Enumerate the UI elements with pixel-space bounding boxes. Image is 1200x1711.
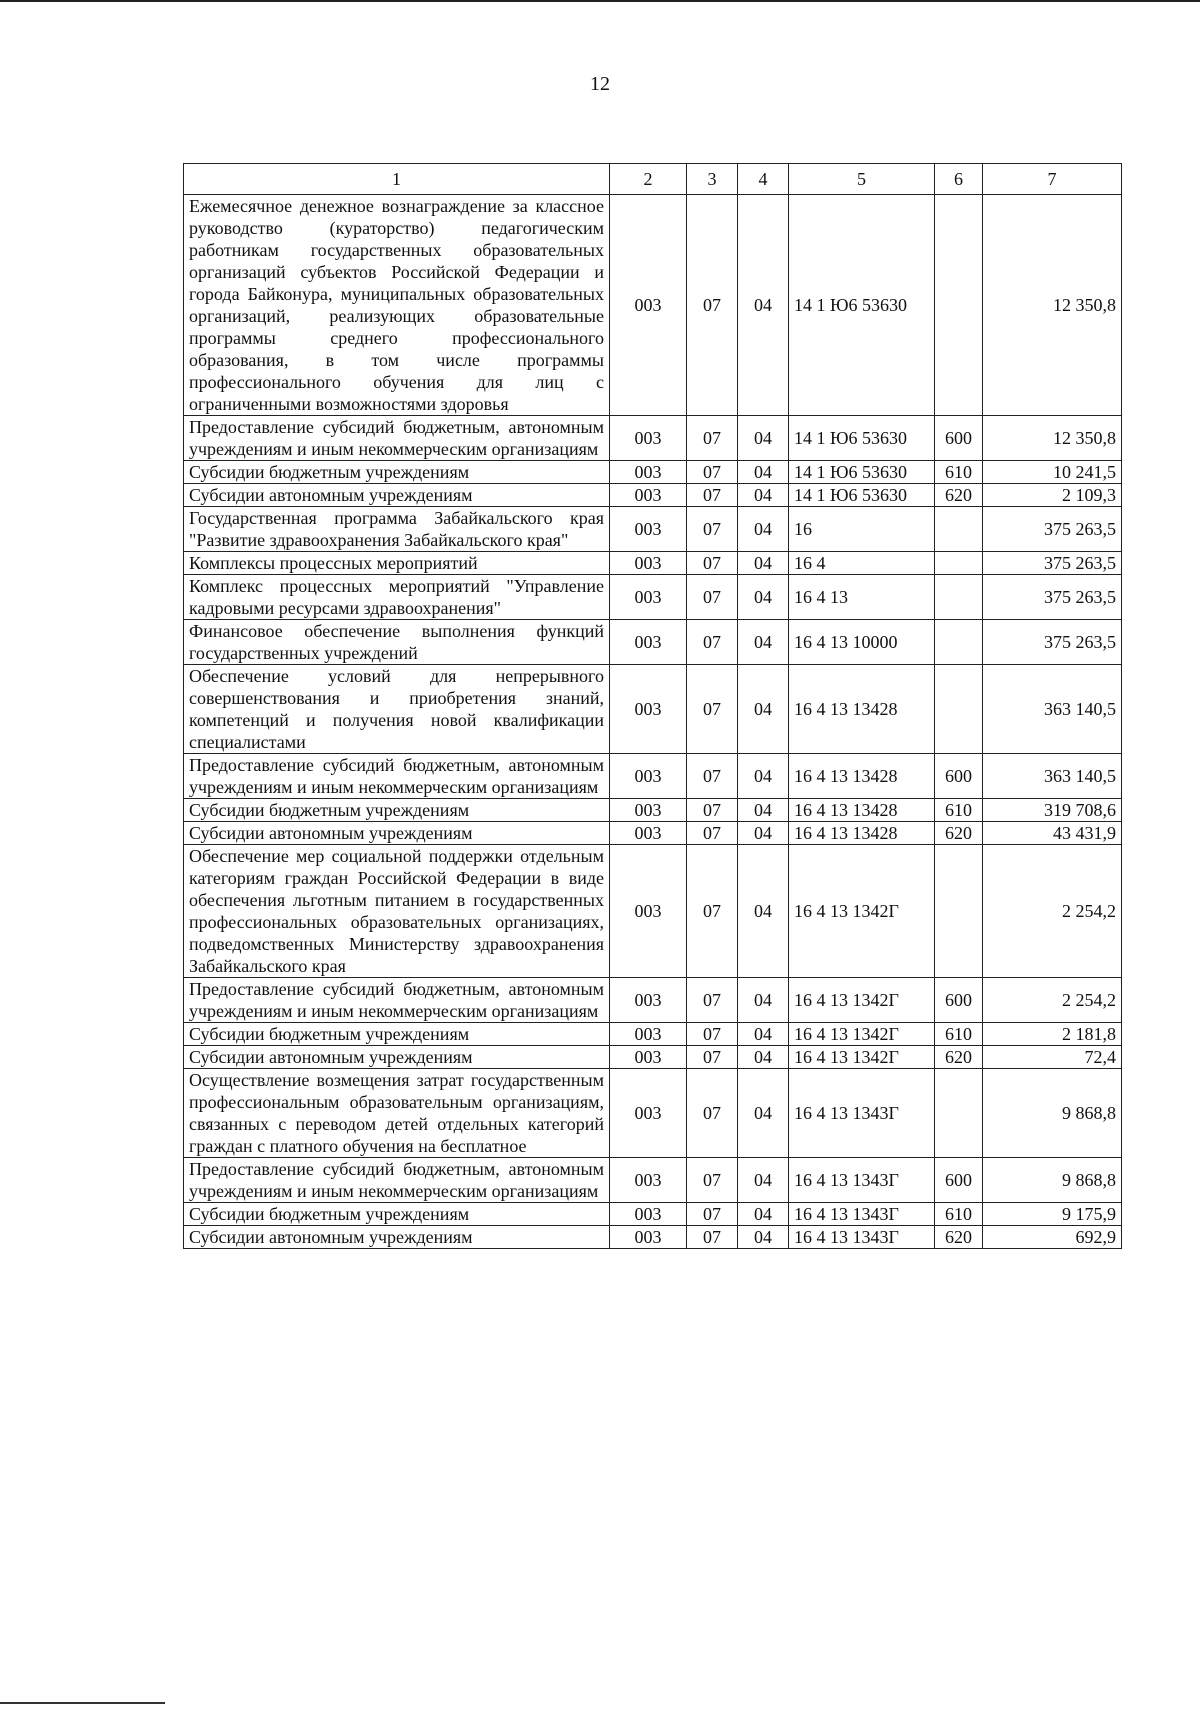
expense-type-cell: 600 <box>935 416 983 461</box>
ministry-code-cell: 003 <box>610 620 687 665</box>
column-header: 7 <box>983 164 1122 195</box>
section-code-cell: 07 <box>687 575 738 620</box>
item-name-cell: Обеспечение условий для непрерывного совершенствования и приобретения знаний, компетенций и получения новой квалификации специалистами <box>184 665 610 754</box>
column-header: 6 <box>935 164 983 195</box>
expense-type-cell <box>935 1069 983 1158</box>
amount-cell: 375 263,5 <box>983 507 1122 552</box>
amount-cell: 72,4 <box>983 1046 1122 1069</box>
ministry-code-cell: 003 <box>610 665 687 754</box>
section-code-cell: 07 <box>687 620 738 665</box>
item-name-cell: Предоставление субсидий бюджетным, автономным учреждениям и иным некоммерческим организациям <box>184 978 610 1023</box>
section-code-cell: 07 <box>687 552 738 575</box>
table-row <box>184 978 1122 1023</box>
item-name-cell: Субсидии автономным учреждениям <box>184 822 610 845</box>
ministry-code-cell: 003 <box>610 754 687 799</box>
page-number: 12 <box>590 73 610 95</box>
target-article-cell: 16 4 13 1343Г <box>789 1203 935 1226</box>
amount-cell: 43 431,9 <box>983 822 1122 845</box>
item-name-cell: Субсидии автономным учреждениям <box>184 1046 610 1069</box>
table-header-row <box>184 164 1122 195</box>
subsection-code-cell: 04 <box>738 1046 789 1069</box>
amount-cell: 9 868,8 <box>983 1158 1122 1203</box>
subsection-code-cell: 04 <box>738 799 789 822</box>
ministry-code-cell: 003 <box>610 822 687 845</box>
ministry-code-cell: 003 <box>610 461 687 484</box>
expense-type-cell: 620 <box>935 822 983 845</box>
target-article-cell: 16 4 13 1342Г <box>789 978 935 1023</box>
target-article-cell: 16 4 13 13428 <box>789 799 935 822</box>
expense-type-cell: 620 <box>935 1046 983 1069</box>
subsection-code-cell: 04 <box>738 978 789 1023</box>
column-header: 5 <box>789 164 935 195</box>
section-code-cell: 07 <box>687 1069 738 1158</box>
table-row <box>184 620 1122 665</box>
expense-type-cell: 600 <box>935 1158 983 1203</box>
section-code-cell: 07 <box>687 507 738 552</box>
item-name-cell: Осуществление возмещения затрат государственным профессиональным образовательным организациям, связанных с переводом детей отдельных категорий граждан с платного обучения на бесплатное <box>184 1069 610 1158</box>
ministry-code-cell: 003 <box>610 845 687 978</box>
ministry-code-cell: 003 <box>610 1023 687 1046</box>
amount-cell: 375 263,5 <box>983 620 1122 665</box>
item-name-cell: Комплекс процессных мероприятий "Управление кадровыми ресурсами здравоохранения" <box>184 575 610 620</box>
amount-cell: 9 868,8 <box>983 1069 1122 1158</box>
target-article-cell: 16 4 13 1343Г <box>789 1158 935 1203</box>
table-row <box>184 507 1122 552</box>
table-row <box>184 416 1122 461</box>
ministry-code-cell: 003 <box>610 1046 687 1069</box>
amount-cell: 692,9 <box>983 1226 1122 1249</box>
table-row <box>184 195 1122 416</box>
target-article-cell: 16 4 13 1343Г <box>789 1226 935 1249</box>
expense-type-cell: 610 <box>935 1203 983 1226</box>
item-name-cell: Предоставление субсидий бюджетным, автономным учреждениям и иным некоммерческим организациям <box>184 754 610 799</box>
target-article-cell: 16 4 13 13428 <box>789 754 935 799</box>
target-article-cell: 16 4 13 1342Г <box>789 1046 935 1069</box>
column-header: 3 <box>687 164 738 195</box>
expense-type-cell: 620 <box>935 484 983 507</box>
table-row <box>184 665 1122 754</box>
expense-type-cell <box>935 507 983 552</box>
item-name-cell: Субсидии бюджетным учреждениям <box>184 461 610 484</box>
ministry-code-cell: 003 <box>610 484 687 507</box>
expense-type-cell: 610 <box>935 461 983 484</box>
column-header: 4 <box>738 164 789 195</box>
expense-type-cell <box>935 552 983 575</box>
expense-type-cell: 600 <box>935 754 983 799</box>
item-name-cell: Комплексы процессных мероприятий <box>184 552 610 575</box>
target-article-cell: 14 1 Ю6 53630 <box>789 416 935 461</box>
item-name-cell: Субсидии автономным учреждениям <box>184 484 610 507</box>
subsection-code-cell: 04 <box>738 575 789 620</box>
table-row <box>184 1158 1122 1203</box>
amount-cell: 9 175,9 <box>983 1203 1122 1226</box>
ministry-code-cell: 003 <box>610 552 687 575</box>
target-article-cell: 16 4 13 <box>789 575 935 620</box>
ministry-code-cell: 003 <box>610 507 687 552</box>
table-row <box>184 799 1122 822</box>
ministry-code-cell: 003 <box>610 1069 687 1158</box>
item-name-cell: Предоставление субсидий бюджетным, автономным учреждениям и иным некоммерческим организациям <box>184 416 610 461</box>
expense-type-cell: 620 <box>935 1226 983 1249</box>
expense-type-cell <box>935 195 983 416</box>
table-row <box>184 1069 1122 1158</box>
amount-cell: 363 140,5 <box>983 754 1122 799</box>
item-name-cell: Субсидии бюджетным учреждениям <box>184 799 610 822</box>
section-code-cell: 07 <box>687 754 738 799</box>
ministry-code-cell: 003 <box>610 978 687 1023</box>
item-name-cell: Предоставление субсидий бюджетным, автономным учреждениям и иным некоммерческим организациям <box>184 1158 610 1203</box>
item-name-cell: Субсидии автономным учреждениям <box>184 1226 610 1249</box>
column-header: 1 <box>184 164 610 195</box>
ministry-code-cell: 003 <box>610 575 687 620</box>
section-code-cell: 07 <box>687 1046 738 1069</box>
subsection-code-cell: 04 <box>738 507 789 552</box>
target-article-cell: 16 4 13 1343Г <box>789 1069 935 1158</box>
target-article-cell: 14 1 Ю6 53630 <box>789 461 935 484</box>
table-row <box>184 461 1122 484</box>
table-row <box>184 1226 1122 1249</box>
table-row <box>184 1023 1122 1046</box>
subsection-code-cell: 04 <box>738 461 789 484</box>
expense-type-cell <box>935 620 983 665</box>
target-article-cell: 16 4 13 1342Г <box>789 845 935 978</box>
item-name-cell: Субсидии бюджетным учреждениям <box>184 1203 610 1226</box>
expense-type-cell <box>935 845 983 978</box>
table-row <box>184 552 1122 575</box>
amount-cell: 2 254,2 <box>983 845 1122 978</box>
subsection-code-cell: 04 <box>738 552 789 575</box>
expense-type-cell <box>935 575 983 620</box>
expense-type-cell: 600 <box>935 978 983 1023</box>
target-article-cell: 14 1 Ю6 53630 <box>789 484 935 507</box>
table-row <box>184 575 1122 620</box>
section-code-cell: 07 <box>687 1023 738 1046</box>
section-code-cell: 07 <box>687 416 738 461</box>
expense-type-cell <box>935 665 983 754</box>
section-code-cell: 07 <box>687 461 738 484</box>
target-article-cell: 16 4 13 13428 <box>789 822 935 845</box>
budget-table <box>183 163 1122 1249</box>
target-article-cell: 16 4 13 13428 <box>789 665 935 754</box>
subsection-code-cell: 04 <box>738 484 789 507</box>
table-row <box>184 1046 1122 1069</box>
subsection-code-cell: 04 <box>738 195 789 416</box>
section-code-cell: 07 <box>687 822 738 845</box>
amount-cell: 12 350,8 <box>983 195 1122 416</box>
table-row <box>184 484 1122 507</box>
section-code-cell: 07 <box>687 1158 738 1203</box>
section-code-cell: 07 <box>687 484 738 507</box>
ministry-code-cell: 003 <box>610 1158 687 1203</box>
target-article-cell: 16 <box>789 507 935 552</box>
column-header: 2 <box>610 164 687 195</box>
bottom-edge-line <box>0 1702 165 1704</box>
subsection-code-cell: 04 <box>738 416 789 461</box>
subsection-code-cell: 04 <box>738 1158 789 1203</box>
item-name-cell: Обеспечение мер социальной поддержки отдельным категориям граждан Российской Федерации в виде обеспечения льготным питанием в государственных профессиональных образовательных организациях, подведомственных Министерству здравоохранения Забайкальского края <box>184 845 610 978</box>
ministry-code-cell: 003 <box>610 195 687 416</box>
subsection-code-cell: 04 <box>738 1203 789 1226</box>
ministry-code-cell: 003 <box>610 416 687 461</box>
amount-cell: 2 254,2 <box>983 978 1122 1023</box>
section-code-cell: 07 <box>687 845 738 978</box>
subsection-code-cell: 04 <box>738 1226 789 1249</box>
expense-type-cell: 610 <box>935 799 983 822</box>
table-row <box>184 1203 1122 1226</box>
amount-cell: 12 350,8 <box>983 416 1122 461</box>
subsection-code-cell: 04 <box>738 665 789 754</box>
amount-cell: 319 708,6 <box>983 799 1122 822</box>
subsection-code-cell: 04 <box>738 845 789 978</box>
amount-cell: 375 263,5 <box>983 552 1122 575</box>
ministry-code-cell: 003 <box>610 1226 687 1249</box>
target-article-cell: 16 4 <box>789 552 935 575</box>
target-article-cell: 16 4 13 1342Г <box>789 1023 935 1046</box>
subsection-code-cell: 04 <box>738 822 789 845</box>
section-code-cell: 07 <box>687 1226 738 1249</box>
item-name-cell: Субсидии бюджетным учреждениям <box>184 1023 610 1046</box>
item-name-cell: Ежемесячное денежное вознаграждение за классное руководство (кураторство) педагогическим работникам государственных образовательных организаций субъектов Российской Федерации и города Байконура, муниципальных образовательных организаций, реализующих образовательные программы среднего профессионального образования, в том числе программы профессионального обучения для лиц с ограниченными возможностями здоровья <box>184 195 610 416</box>
amount-cell: 375 263,5 <box>983 575 1122 620</box>
table-row <box>184 754 1122 799</box>
expense-type-cell: 610 <box>935 1023 983 1046</box>
amount-cell: 363 140,5 <box>983 665 1122 754</box>
ministry-code-cell: 003 <box>610 799 687 822</box>
ministry-code-cell: 003 <box>610 1203 687 1226</box>
item-name-cell: Финансовое обеспечение выполнения функций государственных учреждений <box>184 620 610 665</box>
subsection-code-cell: 04 <box>738 1023 789 1046</box>
target-article-cell: 14 1 Ю6 53630 <box>789 195 935 416</box>
amount-cell: 10 241,5 <box>983 461 1122 484</box>
table-row <box>184 822 1122 845</box>
section-code-cell: 07 <box>687 195 738 416</box>
subsection-code-cell: 04 <box>738 620 789 665</box>
target-article-cell: 16 4 13 10000 <box>789 620 935 665</box>
top-edge-line <box>0 0 1200 2</box>
section-code-cell: 07 <box>687 665 738 754</box>
subsection-code-cell: 04 <box>738 1069 789 1158</box>
subsection-code-cell: 04 <box>738 754 789 799</box>
section-code-cell: 07 <box>687 1203 738 1226</box>
item-name-cell: Государственная программа Забайкальского края "Развитие здравоохранения Забайкальского края" <box>184 507 610 552</box>
amount-cell: 2 109,3 <box>983 484 1122 507</box>
amount-cell: 2 181,8 <box>983 1023 1122 1046</box>
section-code-cell: 07 <box>687 799 738 822</box>
section-code-cell: 07 <box>687 978 738 1023</box>
table-row <box>184 845 1122 978</box>
